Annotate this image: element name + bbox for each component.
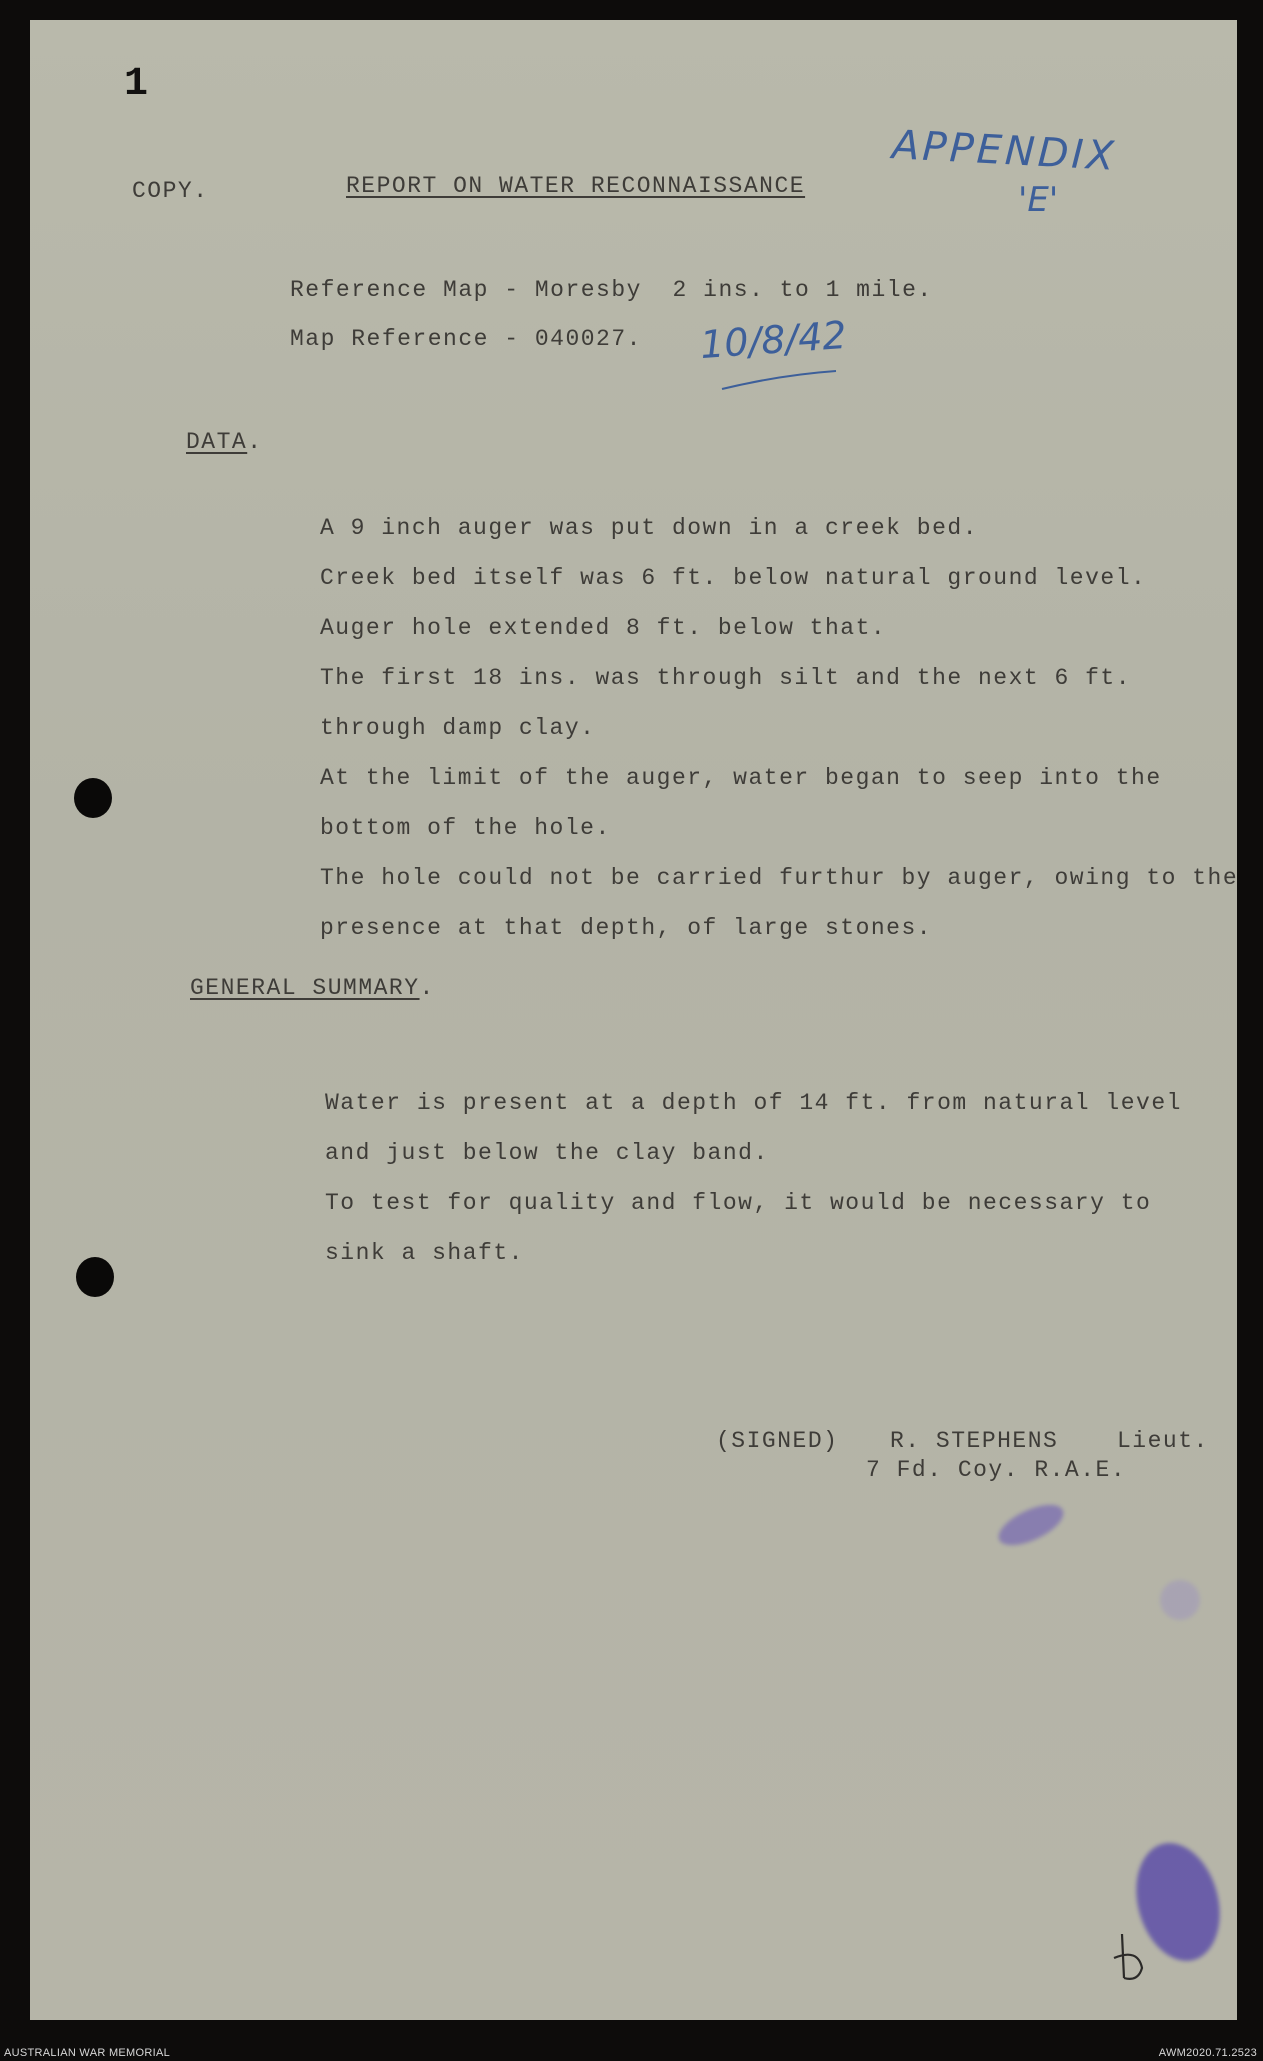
text-line: and just below the clay band. [325,1140,769,1166]
date-underline [720,365,840,395]
text-line: presence at that depth, of large stones. [320,915,933,941]
handwritten-date: 10/8/42 [698,312,848,368]
appendix-annotation: APPENDIX [890,122,1118,180]
reference-map-line: Reference Map - Moresby 2 ins. to 1 mile. [290,277,933,303]
document-page [30,20,1237,2020]
ink-smudge-faint [1160,1580,1200,1620]
ink-smudge-small [993,1497,1069,1554]
map-reference-line: Map Reference - 040027. [290,326,642,352]
text-line: To test for quality and flow, it would be necessary to [325,1190,1152,1216]
signed-label: (SIGNED) [716,1428,839,1454]
punch-hole-bottom [76,1257,114,1297]
signatory-rank: Lieut. [1117,1428,1209,1454]
signatory-name: R. STEPHENS [890,1428,1059,1454]
initials-mark [1108,1928,1158,1988]
footer-left: AUSTRALIAN WAR MEMORIAL [4,2047,171,2059]
text-line: sink a shaft. [325,1240,524,1266]
page-mark: 1 [124,62,150,107]
text-line: Creek bed itself was 6 ft. below natural ground level. [320,565,1147,591]
text-line: Auger hole extended 8 ft. below that. [320,615,887,641]
copy-mark: COPY. [132,178,209,204]
text-line: Water is present at a depth of 14 ft. from natural level [325,1090,1182,1116]
text-line: through damp clay. [320,715,596,741]
data-heading: DATA. [186,429,263,455]
text-line: At the limit of the auger, water began to seep into the [320,765,1162,791]
appendix-letter: 'E' [1018,180,1059,220]
text-line: The first 18 ins. was through silt and the next 6 ft. [320,665,1132,691]
footer-right: AWM2020.71.2523 [1158,2047,1257,2059]
text-line: bottom of the hole. [320,815,611,841]
text-line: The hole could not be carried furthur by auger, owing to the [320,865,1239,891]
document-title: REPORT ON WATER RECONNAISSANCE [346,173,806,199]
text-line: A 9 inch auger was put down in a creek bed. [320,515,978,541]
signatory-unit: 7 Fd. Coy. R.A.E. [866,1457,1127,1483]
punch-hole-top [74,778,112,818]
summary-heading: GENERAL SUMMARY. [190,975,435,1001]
